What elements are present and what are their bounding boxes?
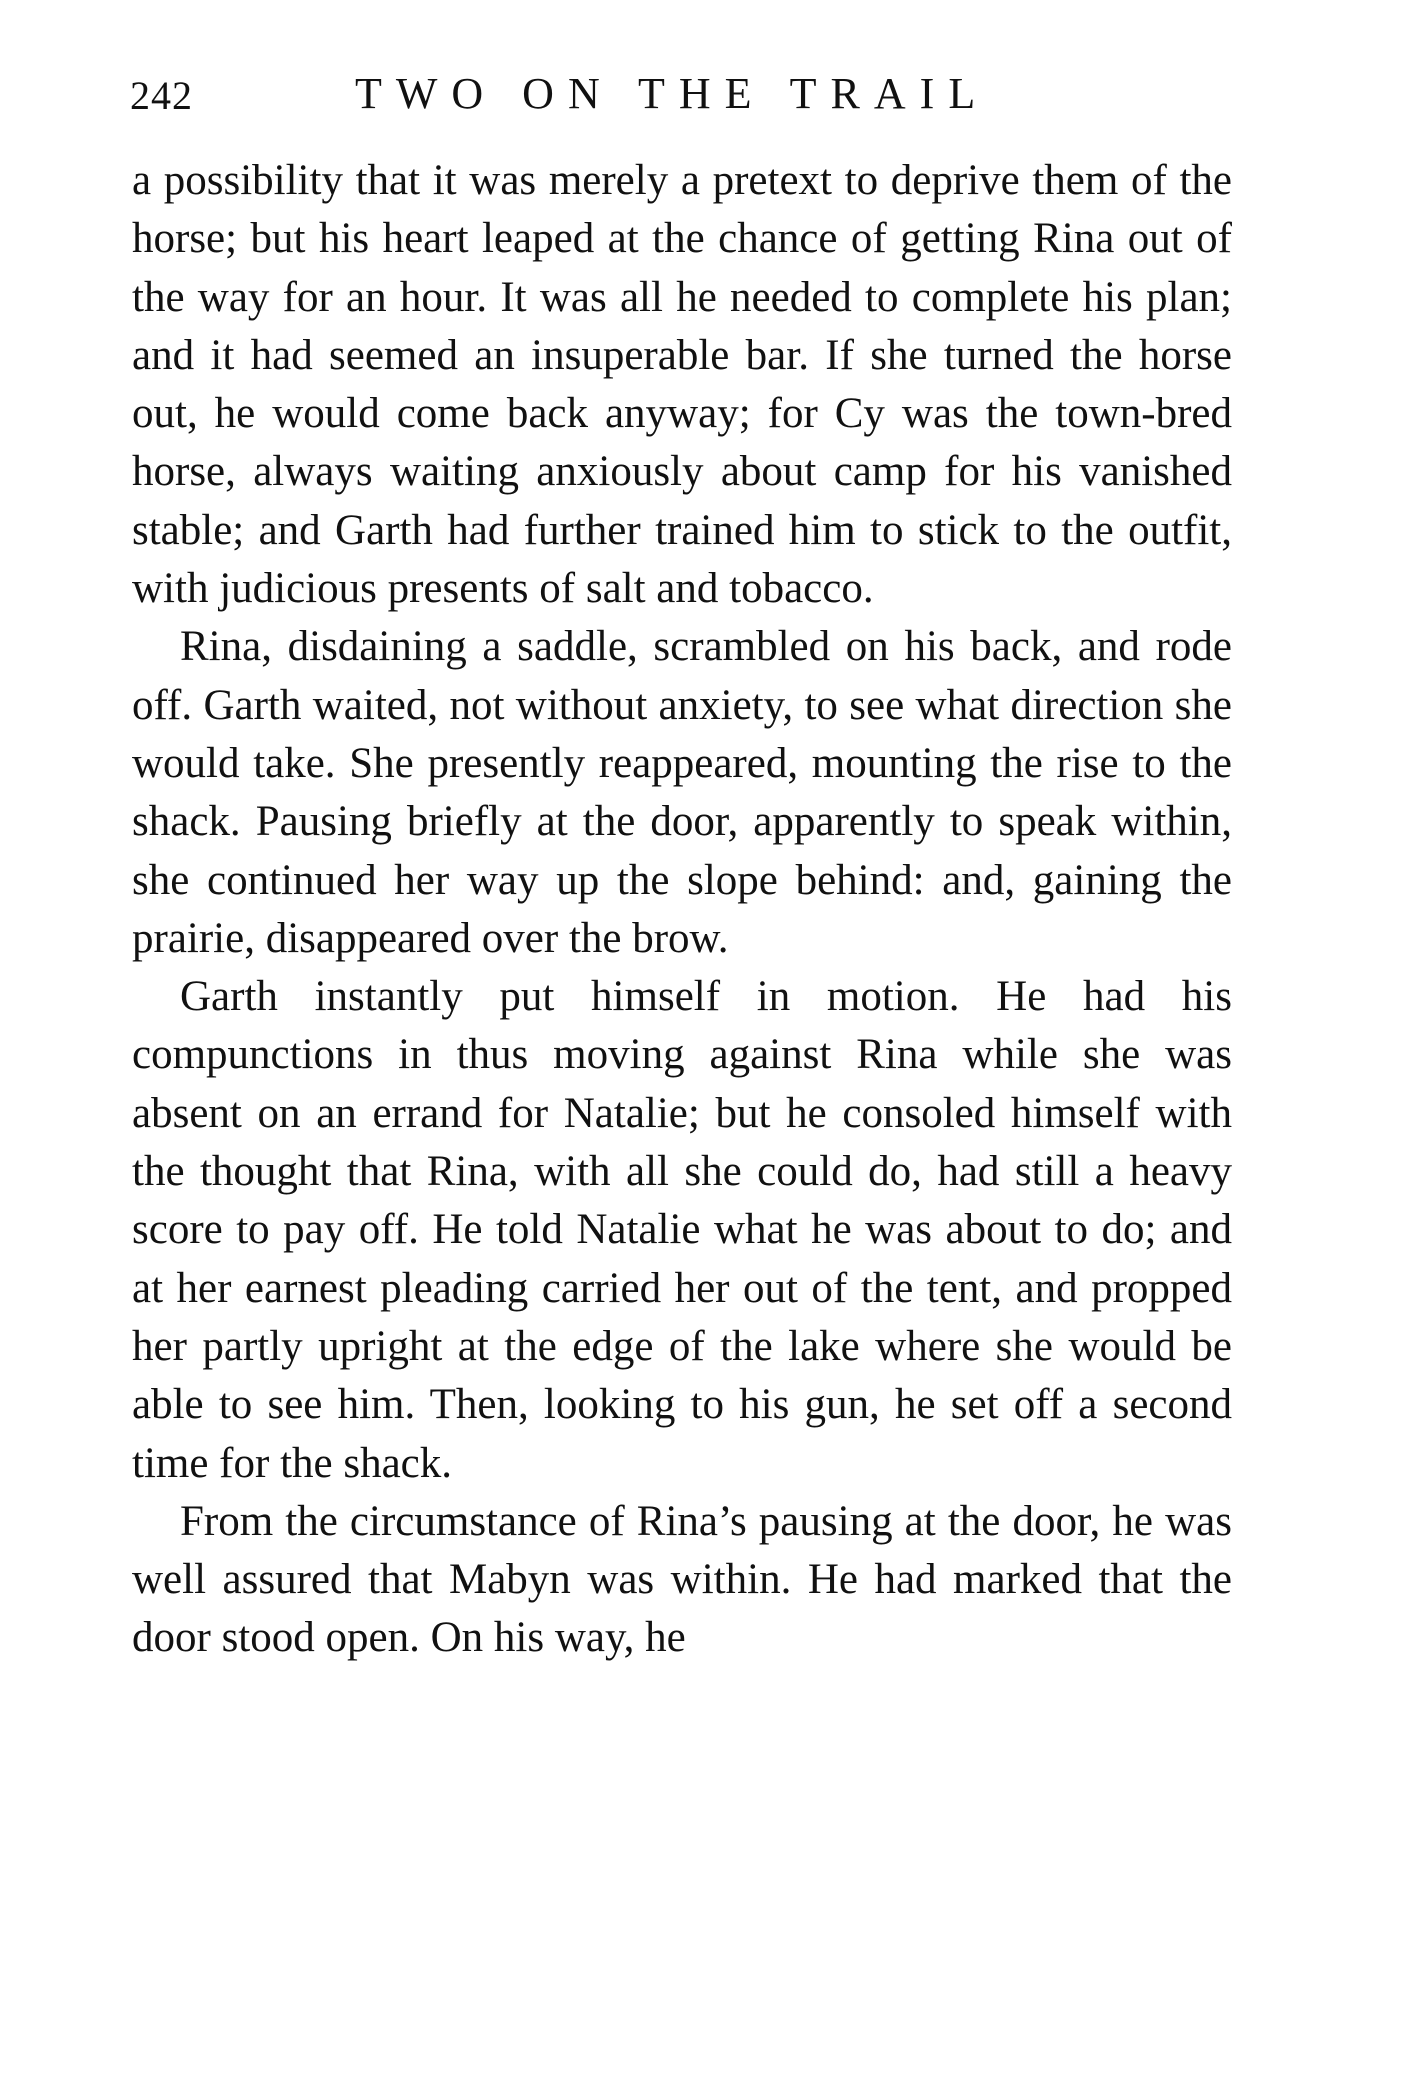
paragraph-garth-in-motion: Garth instantly put himself in motion. He had his compunctions in thus moving against Rina while she was absent on an errand for Natalie; but he consoled himself with the thought that Rina, with all she could do, had still a heavy score to pay off. He told Natalie what he was about to do; and at her earnest pleading carried her out of the tent, and propped her partly upright at the edge of the lake where she would be able to see him. Then, looking to his gun, he set off a second time for the shack.	[132, 973, 1232, 1487]
paragraph-continued: a possibility that it was merely a pretext to deprive them of the horse; but his heart leaped at the chance of getting Rina out of the way for an hour. It was all he needed to complete his plan; and it had seemed an insuperable bar. If she turned the horse out, he would come back anyway; for Cy was the town-bred horse, always waiting anxiously about camp for his vanished stable; and Garth had further trained him to stick to the outfit, with judicious presents of salt and tobacco.	[132, 157, 1232, 613]
paragraph-rina-rides-off: Rina, disdaining a saddle, scrambled on his back, and rode off. Garth waited, not without anxiety, to see what direction she would take. She presently reappeared, mounting the rise to the shack. Pausing briefly at the door, apparently to speak within, she continued her way up the slope behind: and, gaining the prairie, disappeared over the brow.	[132, 623, 1232, 962]
paragraph-mabyn-within: From the circumstance of Rina’s pausing at the door, he was well assured that Mabyn was within. He had marked that the door stood open. On his way, he	[132, 1497, 1232, 1662]
page-header	[130, 68, 1230, 128]
running-title: TWO ON THE TRAIL	[355, 69, 990, 118]
body-text	[132, 152, 1232, 1668]
page-number: 242	[130, 73, 193, 118]
